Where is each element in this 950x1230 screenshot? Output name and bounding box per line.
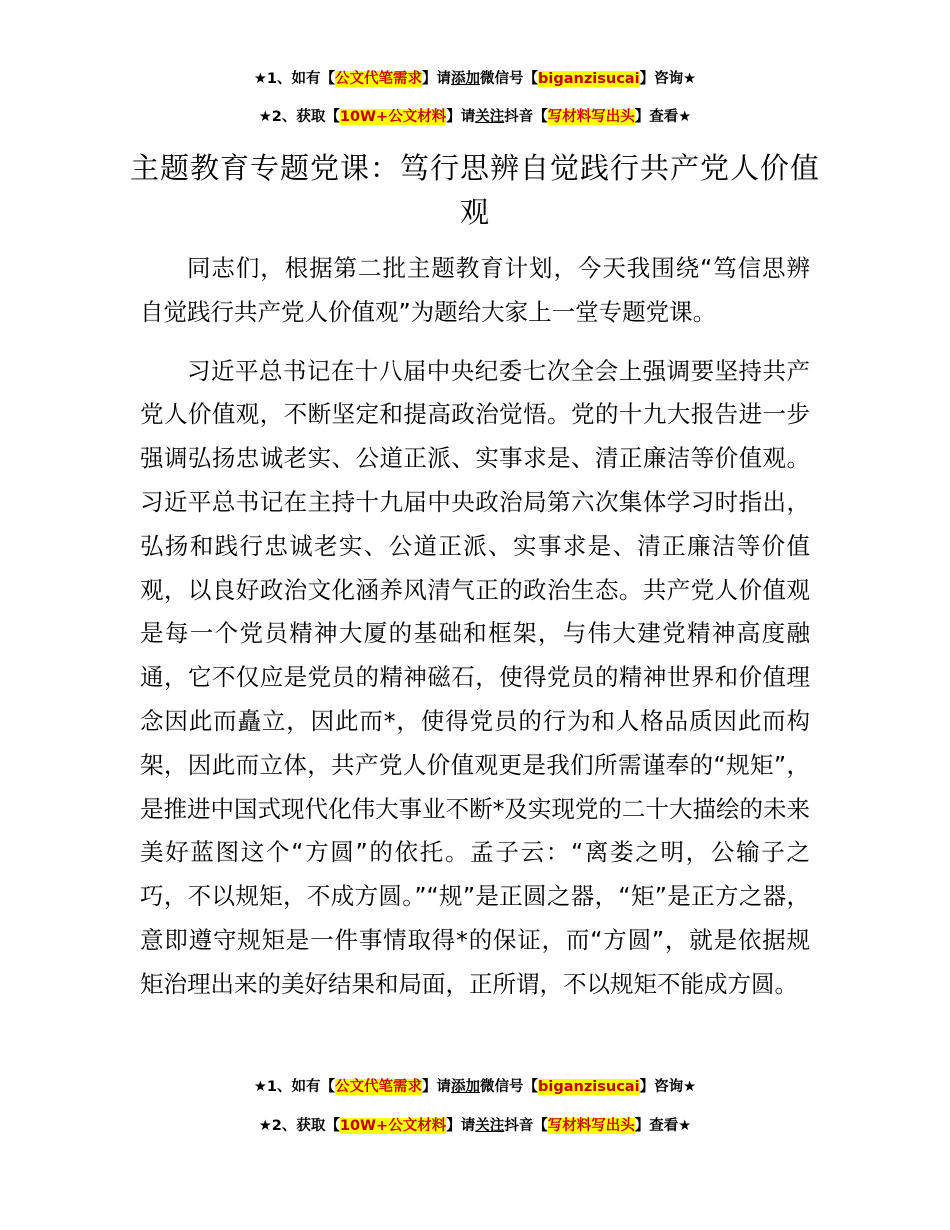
- highlight-douyin-id: 写材料写出头: [547, 109, 635, 125]
- footer-notice-1: [0, 1077, 950, 1097]
- highlight-materials: 10W+公文材料: [339, 1118, 447, 1134]
- paragraph: 同志们，根据第二批主题教育计划，今天我围绕“笃信思辨自觉践行共产党人价值观”为题给大家上一堂专题党课。: [140, 254, 810, 326]
- footer-notice-2: [0, 1116, 950, 1136]
- notice-text: 】查看: [634, 1118, 679, 1134]
- underlined-add: 添加: [451, 71, 481, 87]
- notice-text: 抖音【: [504, 109, 548, 125]
- highlight-service: 公文代笔需求: [335, 1079, 423, 1095]
- underlined-follow: 关注: [475, 109, 505, 125]
- underlined-follow: 关注: [475, 1118, 505, 1134]
- document-body: [140, 247, 810, 1007]
- document-title: 主题教育专题党课：笃行思辨自觉践行共产党人价值观: [130, 151, 821, 229]
- notice-text: 1、如有【: [266, 71, 336, 87]
- header-notice-2: [0, 107, 950, 127]
- notice-text: 】请: [422, 71, 452, 87]
- notice-text: 2、获取【: [271, 1118, 340, 1134]
- header-notice-1: [0, 69, 950, 89]
- notice-text: 】咨询: [639, 71, 684, 87]
- highlight-wechat-id: biganzisucai: [538, 1079, 640, 1095]
- notice-text: 微信号【: [480, 71, 539, 87]
- notice-text: 抖音【: [504, 1118, 548, 1134]
- paragraph: 习近平总书记在十八届中央纪委七次全会上强调要坚持共产党人价值观，不断坚定和提高政治觉悟。党的十九大报告进一步强调弘扬忠诚老实、公道正派、实事求是、清正廉洁等价值观。习近平总书记在主持十九届中央政治局第六次集体学习时指出，弘扬和践行忠诚老实、公道正派、实事求是、清正廉洁等价值观，以良好政治文化涵养风清气正的政治生态。共产党人价值观是每一个党员精神大厦的基础和框架，与伟大建党精神高度融通，它不仅应是党员的精神磁石，使得党员的精神世界和价值理念因此而矗立，因此而*，使得党员的行为和人格品质因此而构架，因此而立体，共产党人价值观更是我们所需谨奉的“规矩”，是推进中国式现代化伟大事业不断*及实现党的二十大描绘的未来美好蓝图这个“方圆”的依托。孟子云：“离娄之明，公输子之巧，不以规矩，不成方圆。”“规”是正圆之器，“矩”是正方之器，意即遵守规矩是一件事情取得*的保证，而“方圆”，就是依据规矩治理出来的美好结果和局面，正所谓，不以规矩不能成方圆。: [140, 356, 810, 998]
- highlight-service: 公文代笔需求: [335, 71, 423, 87]
- notice-text: 1、如有【: [266, 1079, 336, 1095]
- star-icon: ★: [678, 109, 692, 125]
- star-icon: ★: [253, 1079, 267, 1095]
- notice-text: 2、获取【: [271, 109, 340, 125]
- highlight-wechat-id: biganzisucai: [538, 71, 640, 87]
- star-icon: ★: [683, 71, 697, 87]
- star-icon: ★: [678, 1118, 692, 1134]
- notice-text: 】请: [422, 1079, 452, 1095]
- highlight-materials: 10W+公文材料: [339, 109, 447, 125]
- highlight-douyin-id: 写材料写出头: [547, 1118, 635, 1134]
- notice-text: 】查看: [634, 109, 679, 125]
- notice-text: 】咨询: [639, 1079, 684, 1095]
- notice-text: 】请: [446, 1118, 476, 1134]
- star-icon: ★: [683, 1079, 697, 1095]
- notice-text: 】请: [446, 109, 476, 125]
- star-icon: ★: [258, 1118, 272, 1134]
- star-icon: ★: [258, 109, 272, 125]
- star-icon: ★: [253, 71, 267, 87]
- notice-text: 微信号【: [480, 1079, 539, 1095]
- underlined-add: 添加: [451, 1079, 481, 1095]
